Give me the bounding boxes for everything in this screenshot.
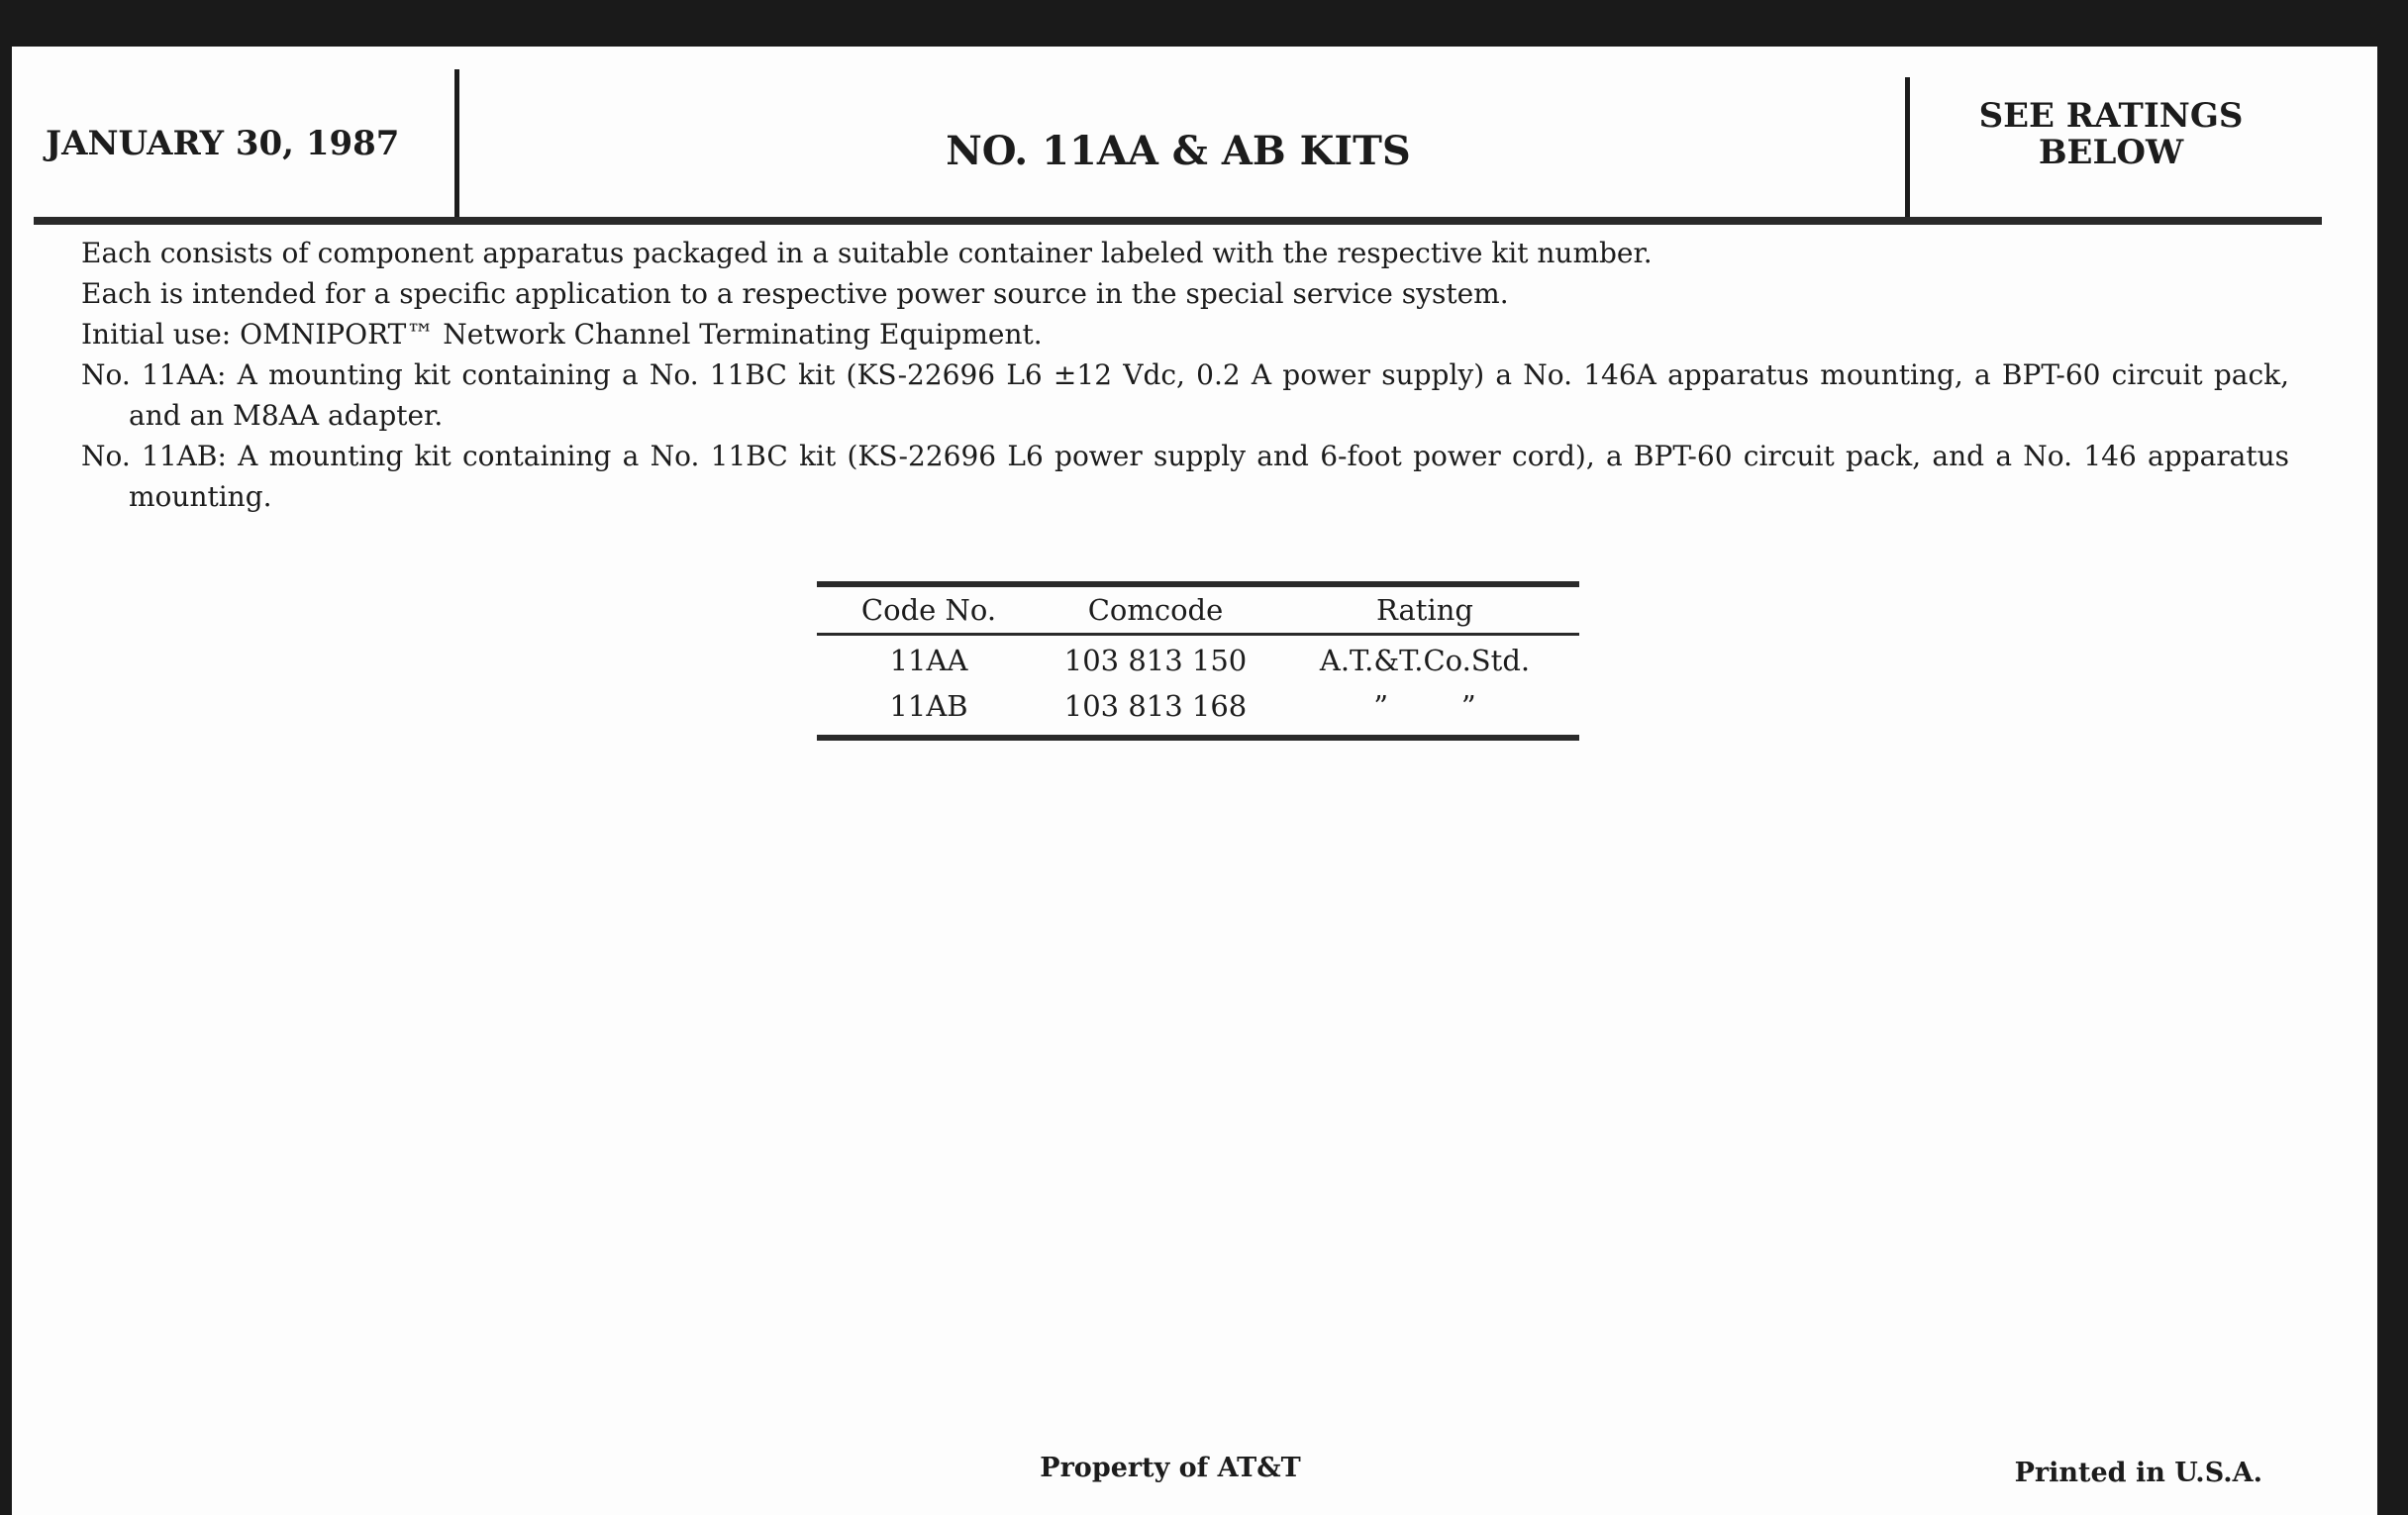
paragraph: Each is intended for a specific application to a respective power source in the special service system. (81, 277, 1509, 310)
ratings-table (817, 581, 1579, 741)
table-header-rule (817, 633, 1579, 636)
code-cell: 11AB (889, 689, 968, 723)
paragraph: No. 11AB: A mounting kit containing a No. 11BC kit (KS-22696 L6 power supply and 6-foot power cord), a BPT-60 circuit pack, and a No. 146 apparatus mounting. (81, 440, 2289, 513)
document-title: NO. 11AA & AB KITS (946, 128, 1411, 174)
header-comcode: Comcode (1087, 593, 1224, 627)
paragraph: No. 11AA: A mounting kit containing a No. 11BC kit (KS-22696 L6 ±12 Vdc, 0.2 A power supply) a No. 146A apparatus mounting, a BPT-60 circuit pack, and an M8AA adapter. (81, 358, 2289, 432)
table-bottom-rule (817, 735, 1579, 741)
comcode-cell: 103 813 168 (1063, 689, 1248, 723)
table-row (817, 638, 1579, 683)
paragraph: Initial use: OMNIPORT™ Network Channel Terminating Equipment. (81, 318, 1043, 351)
ratings-note (1923, 98, 2299, 171)
footer-property: Property of AT&T (1040, 1453, 1301, 1483)
document-page (12, 47, 2377, 1515)
document-date: JANUARY 30, 1987 (46, 124, 400, 163)
footer-printed: Printed in U.S.A. (2014, 1458, 2262, 1488)
header-rating: Rating (1376, 593, 1473, 627)
table-header-row (817, 587, 1579, 633)
table-row (817, 683, 1579, 729)
rating-cell: A.T.&T.Co.Std. (1319, 644, 1531, 677)
paragraph: Each consists of component apparatus packaged in a suitable container labeled with the respective kit number. (81, 237, 1653, 269)
ratings-line-2: BELOW (2038, 133, 2184, 172)
header-rule (34, 217, 2322, 225)
comcode-cell: 103 813 150 (1063, 644, 1248, 677)
code-cell: 11AA (889, 644, 968, 677)
ratings-line-1: SEE RATINGS (1978, 96, 2244, 136)
description (81, 233, 2289, 517)
header-divider-right (1905, 77, 1910, 224)
rating-cell: ” ” (1373, 689, 1476, 723)
header-code-no: Code No. (860, 593, 997, 627)
